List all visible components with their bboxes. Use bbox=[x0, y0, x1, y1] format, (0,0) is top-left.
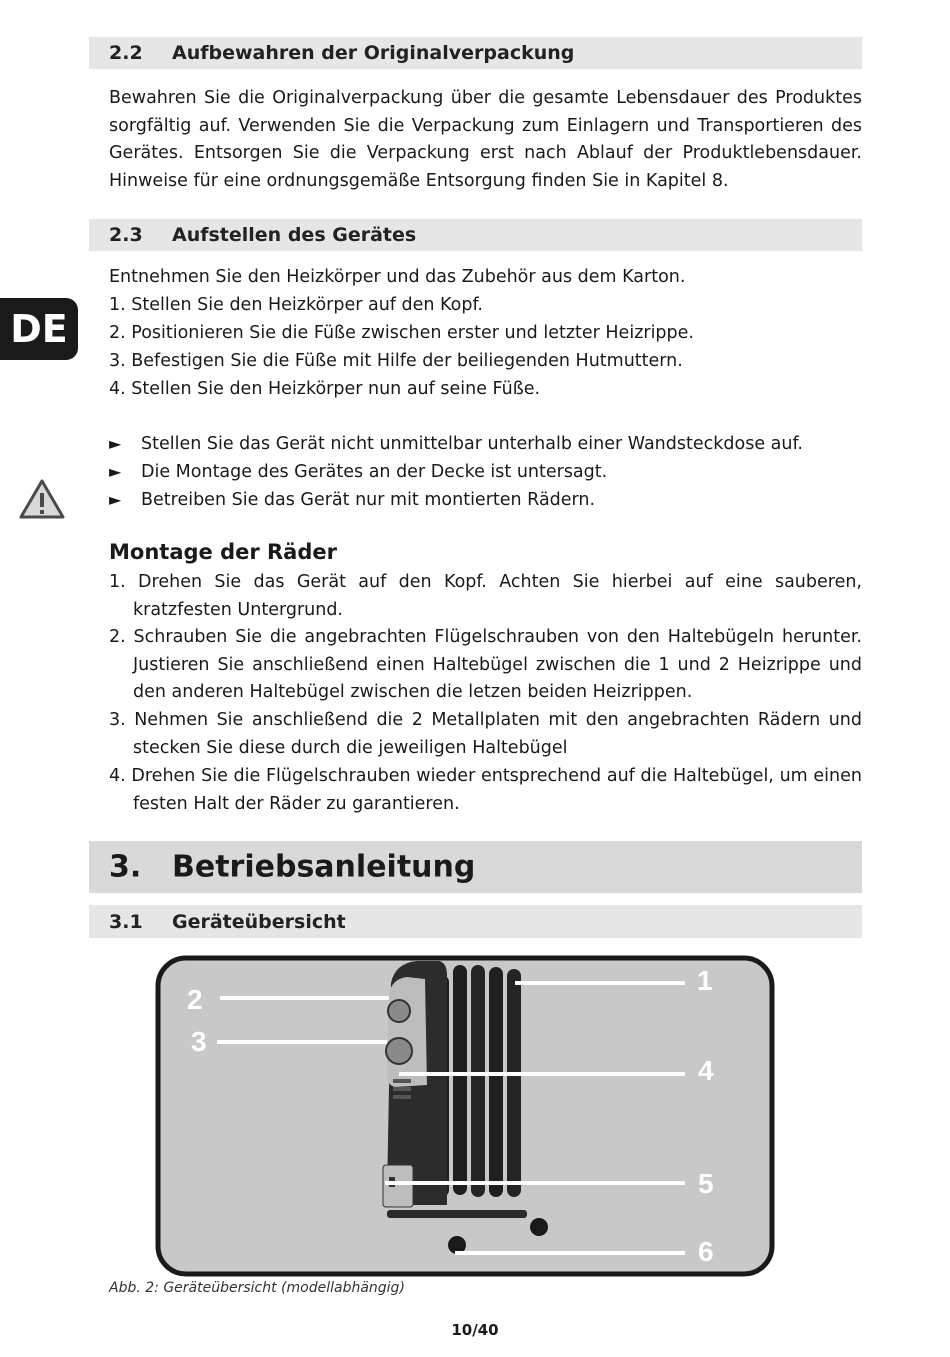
setup-step: 4. Stellen Sie den Heizkörper nun auf seine Füße. bbox=[109, 379, 541, 399]
setup-step: 2. Positionieren Sie die Füße zwischen erster und letzter Heizrippe. bbox=[109, 323, 694, 343]
montage-step: 4. Drehen Sie die Flügelschrauben wieder entsprechend auf die Haltebügel, um einen festen Halt der Räder zu garantieren. bbox=[109, 766, 862, 814]
figure-caption: Abb. 2: Geräteübersicht (modellabhängig) bbox=[109, 1280, 405, 1296]
section-title: Aufbewahren der Originalverpackung bbox=[172, 42, 575, 64]
section-2-3-intro: Entnehmen Sie den Heizkörper und das Zubehör aus dem Karton. bbox=[109, 267, 686, 287]
section-2-3-header bbox=[89, 219, 862, 251]
montage-step: 2. Schrauben Sie die angebrachten Flügelschrauben von den Haltebügeln herunter. Justieren Sie anschließend einen Haltebügel zwischen die 1 und 2 Heizrippe und den anderen Haltebügel zwischen die letzen beiden Heizrippen. bbox=[109, 627, 862, 703]
montage-step: 3. Nehmen Sie anschließend die 2 Metallplaten mit den angebrachten Rädern und stecken Sie diese durch die jeweiligen Haltebügel bbox=[109, 710, 862, 758]
setup-step: 1. Stellen Sie den Heizkörper auf den Kopf. bbox=[109, 295, 483, 315]
callout-label-5: 5 bbox=[698, 1168, 714, 1199]
montage-step: 1. Drehen Sie das Gerät auf den Kopf. Achten Sie hierbei auf eine sauberen, kratzfesten Untergrund. bbox=[109, 572, 862, 620]
warning-text: Betreiben Sie das Gerät nur mit montierten Rädern. bbox=[141, 490, 596, 510]
section-number: 2.2 bbox=[109, 42, 143, 64]
warning-icon bbox=[18, 478, 66, 520]
callout-label-1: 1 bbox=[697, 965, 713, 996]
chapter-3-header bbox=[89, 841, 862, 893]
chapter-number: 3. bbox=[109, 849, 142, 885]
callout-label-6: 6 bbox=[698, 1236, 714, 1267]
warning-text: Die Montage des Gerätes an der Decke ist untersagt. bbox=[141, 462, 608, 482]
page-number: 10/40 bbox=[451, 1321, 499, 1339]
warning-item bbox=[109, 490, 595, 510]
section-2-2-text: Bewahren Sie die Originalverpackung über die gesamte Lebensdauer des Produktes sorgfältig auf. Verwenden Sie die Verpackung zum Einlagern und Transportieren des Gerätes. Entsorgen Sie die Verpackung erst nach Ablauf der Produktlebensdauer. Hinweise für eine ordnungsgemäße Entsorgung finden Sie in Kapitel 8. bbox=[109, 88, 862, 192]
warning-item bbox=[109, 462, 607, 482]
setup-step: 3. Befestigen Sie die Füße mit Hilfe der beiliegenden Hutmuttern. bbox=[109, 351, 683, 371]
warning-item bbox=[109, 434, 803, 454]
warning-text: Stellen Sie das Gerät nicht unmittelbar unterhalb einer Wandsteckdose auf. bbox=[141, 434, 803, 454]
section-number: 3.1 bbox=[109, 910, 143, 933]
callout-label-2: 2 bbox=[187, 984, 203, 1015]
section-title: Aufstellen des Gerätes bbox=[172, 224, 417, 246]
section-title: Geräteübersicht bbox=[172, 910, 346, 933]
language-tab: DE bbox=[0, 298, 78, 360]
chapter-title: Betriebsanleitung bbox=[172, 849, 476, 885]
section-number: 2.3 bbox=[109, 224, 143, 246]
callout-label-4: 4 bbox=[698, 1055, 714, 1086]
callout-label-3: 3 bbox=[191, 1026, 207, 1057]
section-3-1-header bbox=[89, 905, 862, 938]
montage-heading: Montage der Räder bbox=[109, 540, 337, 564]
bullet-arrow-icon: ► bbox=[109, 462, 122, 481]
device-overview-figure bbox=[155, 955, 775, 1277]
section-2-2-header bbox=[89, 37, 862, 69]
bullet-arrow-icon: ► bbox=[109, 434, 122, 453]
bullet-arrow-icon: ► bbox=[109, 490, 122, 509]
